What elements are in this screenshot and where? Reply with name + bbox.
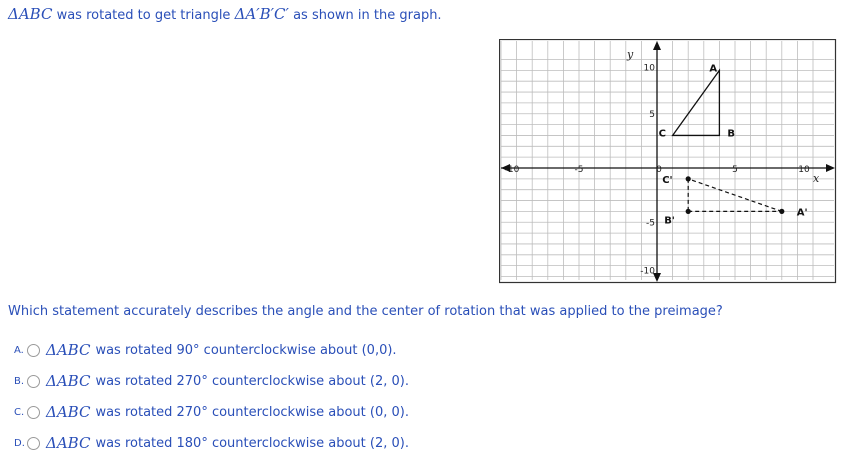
choice-letter: D.: [14, 437, 25, 449]
choice-b[interactable]: [14, 371, 409, 391]
vertex-label-a: A: [709, 63, 718, 75]
vertex-label-b-prime: B': [664, 215, 675, 227]
vertex-label-b: B: [727, 128, 736, 140]
choice-c[interactable]: [14, 402, 409, 422]
vertex-label-c: C: [658, 128, 666, 140]
intro-text-b: as shown in the graph.: [288, 8, 442, 23]
x-tick-label: -10: [504, 165, 520, 175]
coordinate-graph: [499, 39, 837, 284]
vertex-label-a-prime: A': [796, 207, 808, 219]
y-tick-label: 5: [649, 109, 655, 120]
x-axis-label: x: [813, 172, 820, 185]
choice-a[interactable]: [14, 340, 397, 360]
triangle-abc-symbol: ΔABC: [8, 5, 53, 23]
choice-letter: B.: [14, 375, 25, 387]
image-vertex-dot: [686, 209, 691, 214]
triangle-abc-prime-symbol: ΔA′B′C′: [234, 5, 289, 23]
vertex-label-c-prime: C': [662, 174, 673, 186]
radio-button[interactable]: [27, 344, 40, 357]
radio-button[interactable]: [27, 375, 40, 388]
x-tick-label: 5: [732, 165, 738, 175]
choice-text: was rotated 270° counterclockwise about (2, 0).: [95, 373, 409, 389]
question-text: Which statement accurately describes the angle and the center of rotation that was applied to the preimage?: [8, 304, 723, 319]
y-tick-label: 10: [643, 63, 655, 74]
graph-frame: [500, 40, 836, 283]
radio-button[interactable]: [27, 437, 40, 450]
y-tick-label: -10: [640, 266, 655, 277]
origin-tick-label: 0: [656, 165, 662, 175]
image-vertex-dot: [779, 209, 784, 214]
choice-math: ΔABC: [46, 372, 91, 390]
x-tick-label: -5: [574, 165, 584, 175]
choice-letter: A.: [14, 344, 24, 356]
choice-d[interactable]: [14, 433, 409, 453]
choice-letter: C.: [14, 406, 25, 418]
y-axis-label: y: [627, 48, 634, 61]
intro-text-a: was rotated to get triangle: [52, 8, 235, 23]
y-tick-label: -5: [646, 218, 655, 229]
choice-math: ΔABC: [46, 403, 91, 421]
choice-text: was rotated 270° counterclockwise about (0, 0).: [95, 404, 409, 420]
choice-math: ΔABC: [46, 341, 91, 359]
choice-text: was rotated 90° counterclockwise about (0,0).: [95, 342, 397, 358]
choice-math: ΔABC: [46, 434, 91, 452]
radio-button[interactable]: [27, 406, 40, 419]
x-tick-label: 10: [798, 165, 810, 175]
problem-intro: [8, 5, 442, 23]
choice-text: was rotated 180° counterclockwise about (2, 0).: [95, 435, 409, 451]
image-vertex-dot: [686, 176, 691, 181]
